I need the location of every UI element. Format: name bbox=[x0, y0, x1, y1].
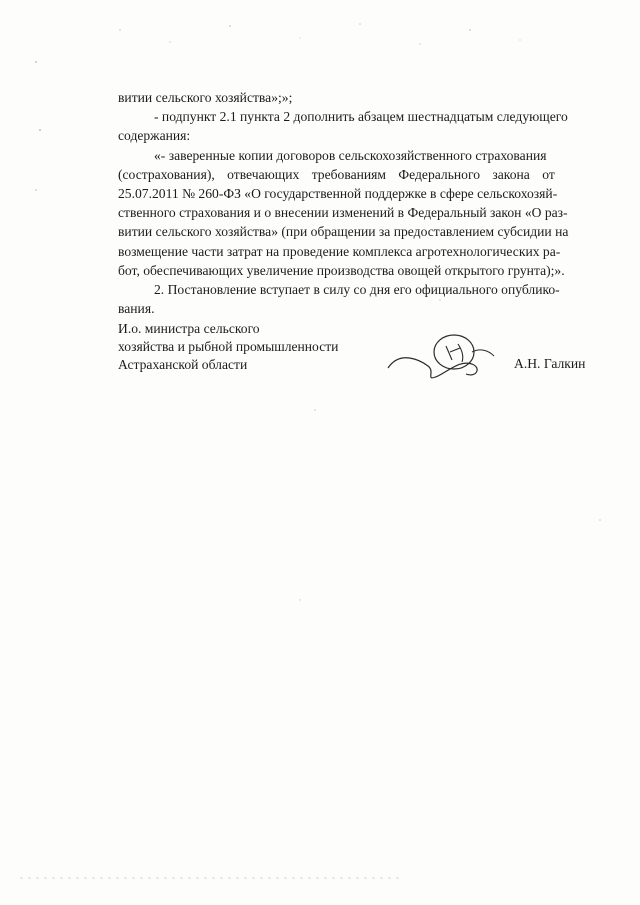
body-text bbox=[118, 88, 604, 318]
signatory-title bbox=[118, 320, 338, 374]
text-line: - подпункт 2.1 пункта 2 дополнить абзацем шестнадцатым следующего bbox=[154, 109, 568, 125]
handwritten-signature bbox=[380, 330, 500, 390]
text-line: витии сельского хозяйства»;»; bbox=[118, 90, 293, 105]
text-line: возмещение части затрат на проведение комплекса агротехнологических ра- bbox=[118, 243, 561, 259]
signatory-title-line: хозяйства и рыбной промышленности bbox=[118, 339, 339, 354]
text-line: бот, обеспечивающих увеличение производства овощей открытого грунта);». bbox=[118, 262, 565, 278]
text-line: (сострахования), отвечающих требованиям Федерального закона от bbox=[118, 166, 555, 182]
text-line: содержания: bbox=[118, 128, 191, 144]
signatory-title-line: И.о. министра сельского bbox=[118, 321, 260, 336]
text-line: витии сельского хозяйства» (при обращении за предоставлением субсидии на bbox=[118, 224, 569, 240]
text-line: ственного страхования и о внесении изменений в Федеральный закон «О раз- bbox=[118, 205, 568, 221]
text-line: вания. bbox=[118, 301, 155, 317]
text-line: «- заверенные копии договоров сельскохозяйственного страхования bbox=[154, 147, 547, 163]
text-line: 25.07.2011 № 260-ФЗ «О государственной поддержке в сфере сельскохозяй- bbox=[118, 186, 558, 202]
signatory-name: А.Н. Галкин bbox=[514, 356, 586, 371]
signatory-title-line: Астраханской области bbox=[118, 357, 248, 372]
text-line: 2. Постановление вступает в силу со дня его официального опублико- bbox=[154, 282, 560, 298]
